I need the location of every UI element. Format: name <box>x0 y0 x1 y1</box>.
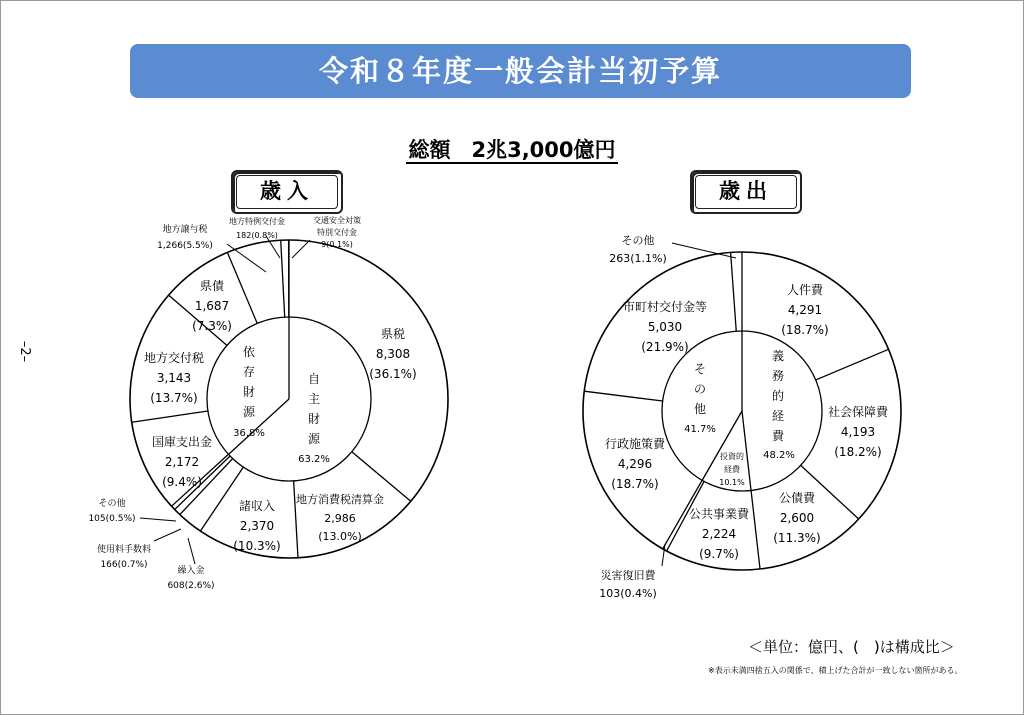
inner-label-toshi-2: 経費 <box>724 465 740 474</box>
label-kensai-value: 1,687 <box>194 299 230 313</box>
revenue-heading: 歳入 <box>231 170 343 214</box>
inner-label-izon-3: 財 <box>242 385 256 399</box>
label-kokko-value: 2,172 <box>164 455 200 469</box>
label-shiyoryo-value: 166(0.7%) <box>100 560 148 570</box>
inner-label-sonota-pct: 41.7% <box>684 424 716 435</box>
inner-label-gimu-1: 義 <box>771 349 785 363</box>
label-shichoson-name: 市町村交付金等 <box>622 300 708 314</box>
label-jinkenhi-value: 4,291 <box>787 303 823 317</box>
inner-label-toshi-1: 投資的 <box>720 452 744 461</box>
label-kokyo-share: (9.7%) <box>699 547 739 561</box>
label-shichoson-value: 5,030 <box>647 320 683 334</box>
inner-label-jishu-pct: 63.2% <box>298 454 330 465</box>
expenditure-heading: 歳出 <box>690 170 802 214</box>
inner-label-gimu-3: 的 <box>771 389 785 403</box>
label-kosaihi-share: (11.3%) <box>773 531 821 545</box>
label-kokko-name: 国庫支出金 <box>151 435 213 449</box>
label-shoshunyu-name: 諸収入 <box>238 499 276 513</box>
label-chihoshohizei-name: 地方消費税清算金 <box>296 493 384 506</box>
inner-label-jishu-3: 財 <box>307 412 321 426</box>
label-kenzei-value: 8,308 <box>375 347 411 361</box>
label-kensai-share: (7.3%) <box>192 319 232 333</box>
label-kosaihi-value: 2,600 <box>779 511 815 525</box>
inner-label-izon-2: 存 <box>242 365 256 379</box>
label-saigai-value: 103(0.4%) <box>599 587 657 600</box>
inner-label-gimu-2: 務 <box>771 369 785 383</box>
label-tokurei-value: 182(0.8%) <box>236 231 278 240</box>
page-number: –2– <box>17 340 33 363</box>
inner-label-sonota-1: そ <box>693 362 707 376</box>
label-kokko-share: (9.4%) <box>162 475 202 489</box>
inner-label-jishu-4: 源 <box>307 432 321 446</box>
inner-label-izon-pct: 36.8% <box>233 428 265 439</box>
inner-label-jishu-1: 自 <box>307 372 321 386</box>
inner-label-gimu-4: 経 <box>771 409 785 423</box>
label-saigai-name: 災害復旧費 <box>600 569 656 582</box>
inner-label-izon-4: 源 <box>242 405 256 419</box>
inner-label-gimu-5: 費 <box>771 429 785 443</box>
label-sonota-rev-name: その他 <box>98 499 126 509</box>
label-kofuzei-value: 3,143 <box>156 371 192 385</box>
label-gyosei-share: (18.7%) <box>611 477 659 491</box>
label-joyozei-name: 地方譲与税 <box>162 225 208 235</box>
label-shakai-value: 4,193 <box>840 425 876 439</box>
label-kurire-name: 繰入金 <box>177 566 205 576</box>
label-shichoson-share: (21.9%) <box>641 340 689 354</box>
label-shakai-name: 社会保障費 <box>827 405 889 419</box>
label-shoshunyu-value: 2,370 <box>239 519 275 533</box>
unit-note: ＜単位：億円、( )は構成比＞ <box>748 638 955 656</box>
page-title: 令和８年度一般会計当初予算 <box>130 44 911 98</box>
label-kensai-name: 県債 <box>199 279 225 293</box>
label-sonota-rev-value: 105(0.5%) <box>88 514 136 524</box>
label-kokyo-value: 2,224 <box>701 527 737 541</box>
label-kotsu-name-1: 交通安全対策 <box>313 216 361 225</box>
label-chihoshohizei-share: (13.0%) <box>318 530 362 543</box>
inner-label-sonota-2: の <box>693 382 707 396</box>
label-kenzei-share: (36.1%) <box>369 367 417 381</box>
label-gyosei-value: 4,296 <box>617 457 653 471</box>
label-joyozei-value: 1,266(5.5%) <box>157 241 213 251</box>
label-kotsu-value: 9(0.1%) <box>321 240 353 249</box>
label-chihoshohizei-value: 2,986 <box>324 512 356 525</box>
inner-label-sonota-3: 他 <box>693 402 707 416</box>
label-kofuzei-share: (13.7%) <box>150 391 198 405</box>
footnote: ※表示未満四捨五入の関係で、積上げた合計が一致しない箇所がある。 <box>708 666 963 675</box>
label-sonota-exp-value: 263(1.1%) <box>609 252 667 265</box>
label-kosaihi-name: 公債費 <box>778 491 816 505</box>
label-kotsu-name-2: 特別交付金 <box>317 228 357 237</box>
label-sonota-exp-name: その他 <box>621 234 655 247</box>
label-jinkenhi-name: 人件費 <box>786 283 824 297</box>
inner-label-jishu-2: 主 <box>307 392 321 406</box>
label-kokyo-name: 公共事業費 <box>688 507 750 521</box>
inner-label-toshi-pct: 10.1% <box>719 478 745 487</box>
label-gyosei-name: 行政施策費 <box>604 437 666 451</box>
label-shoshunyu-share: (10.3%) <box>233 539 281 553</box>
label-kofuzei-name: 地方交付税 <box>143 351 205 365</box>
label-shiyoryo-name: 使用料手数料 <box>96 545 152 555</box>
inner-label-gimu-pct: 48.2% <box>763 450 795 461</box>
inner-label-izon-1: 依 <box>242 345 256 359</box>
label-kurire-value: 608(2.6%) <box>167 581 215 591</box>
label-shakai-share: (18.2%) <box>834 445 882 459</box>
label-tokurei-name: 地方特例交付金 <box>229 217 285 226</box>
label-kenzei-name: 県税 <box>380 327 406 341</box>
label-jinkenhi-share: (18.7%) <box>781 323 829 337</box>
total-text: 総額 2兆3,000億円 <box>408 138 616 162</box>
